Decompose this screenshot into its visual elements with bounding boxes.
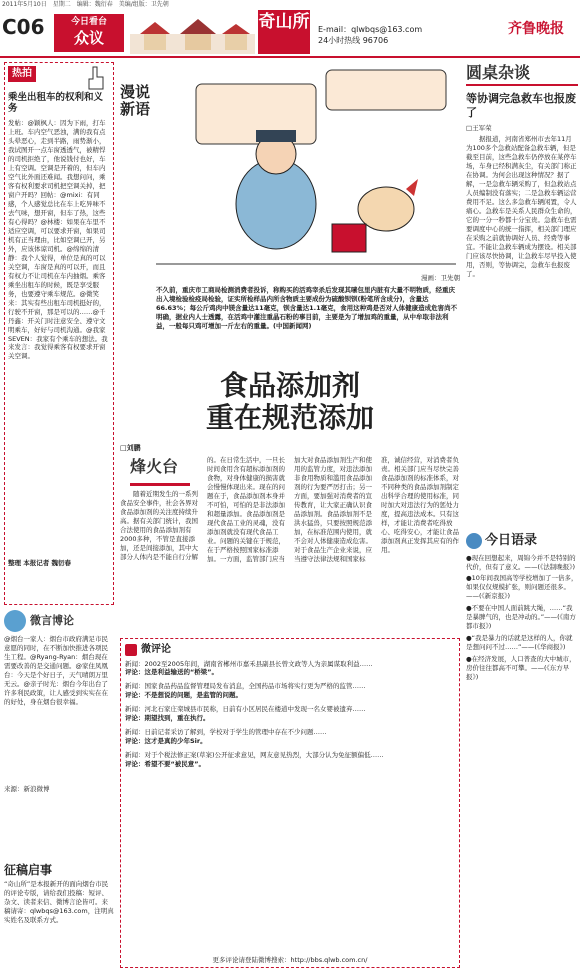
weiping-item bbox=[125, 682, 455, 700]
hand-icon bbox=[85, 65, 107, 91]
weiping-text: 新闻：日前记者采访了解到，学校对于学生的管理中存在不少问题…… bbox=[125, 728, 327, 737]
quote-item: ●在经济发展，人口普查的大中城市，房价往往都高不可攀。——(《东方早报》) bbox=[466, 655, 576, 682]
phone: 24小时热线 96706 bbox=[318, 36, 389, 45]
headline-line2: 重在规范添加 bbox=[205, 401, 374, 435]
weiping-title-text: 微评论 bbox=[141, 644, 171, 655]
quote-item: ●不要在中国人面前跳大绳，……“我是暴脾气的，也是冲动的。”——(《南方都市报》) bbox=[466, 604, 576, 631]
weiping-footer: 更多评论请登陆微博搜索：http://bbs.qlwb.com.cn/ bbox=[212, 956, 368, 965]
weiping-text: 新闻：河北石家庄栾城县市民称，日前有小区居民在楼道中发现一名女婴被遗弃…… bbox=[125, 705, 366, 714]
right-column bbox=[466, 62, 578, 970]
zhenggao-body: “奇山所”是本报新开的面向烟台市民的评论专版，请给我们投稿：短评、杂文、读者来信、微博言论皆可。来稿请寄：qlwbqs@163.com，注明真实姓名及联系方式。 bbox=[4, 880, 114, 925]
today-title-text: 今日语录 bbox=[485, 533, 538, 548]
weiping-box bbox=[120, 638, 460, 968]
headline-line1: 食品添加剂 bbox=[219, 369, 360, 402]
headline bbox=[120, 370, 460, 434]
cartoon-panel bbox=[120, 62, 460, 362]
weiping-item bbox=[125, 705, 455, 723]
logo: 奇山所 bbox=[258, 10, 310, 54]
cartoon-text: 不久前，重庆市工商局检测消费者投诉，称购买的活鸡宰杀后发现其嗉包里内脏有大量不明物质，经重庆出入境检验检疫局检验，证实所检样品内所含物质主要成份为硫酸钡钡(粉笔所含成分)，含量达66.63%；每公斤鸡肉中镁含量达11毫克，钡含量达1.1毫克，食用这种鸡是否对人体健康造成危害尚不明确，据业内人士透露，在活鸡中灌注重晶石粉的事目前，主要是为了增加鸡的重量，从中牟取非法利益，一般每只鸡可增加一斤左右的重量。(中国新闻网) bbox=[156, 286, 458, 331]
weiping-title bbox=[125, 643, 455, 657]
article-author: □刘鹏 bbox=[120, 444, 141, 452]
today-quotes bbox=[466, 532, 578, 682]
weiping-text: 新闻：对于个税法修正案(草案)公开征求意见，网友意见热烈，大部分认为免征额偏低…… bbox=[125, 751, 384, 760]
article-body bbox=[120, 456, 460, 634]
page-number: C06 bbox=[2, 15, 45, 39]
article bbox=[120, 444, 460, 634]
weibo-section bbox=[4, 610, 114, 810]
article-body-text: 随着近期发生的一系列食品安全事件，社会各界对食品添加剂的关注度持续升高。据有关部门统计，我国合法使用的食品添加剂有2000多种，不管是直接添加，还是间接添加，其中大部分人体内是不能自行分解的。在日常生活中，一旦长时间食用含有超标添加剂的食物，对身体健康的损害就会慢慢体现出来。现在的问题在于，食品添加剂本身并不可怕，可怕的是非法添加和超量添加。食品添加剂是现代食品工业的灵魂，没有添加剂就没有现代食品工业。问题的关键在于规范，在于严格按照国家标准添加。一方面，监管部门应当加大对食品添加剂生产和使用的监管力度，对违法添加非食用物质和滥用食品添加剂的行为要严厉打击；另一方面，要加强对消费者的宣传教育，让大家正确认识食品添加剂。食品添加剂不是洪水猛兽，只要按照规范添加，在标准范围内使用，就不会对人体健康造成危害。对于食品生产企业来说，应当遵守法律法规和国家标准，诚信经营，对消费者负责。相关部门应当尽快完善食品添加剂的标准体系，对不同种类的食品添加剂制定出科学合理的使用标准，同时加大对违法行为的惩处力度，提高违法成本。只有这样，才能让消费者吃得放心、吃得安心，才能让食品添加剂真正发挥其应有的作用。 bbox=[120, 456, 459, 563]
post-note: 整理 本报记者 魏衍春 bbox=[8, 559, 72, 568]
comment-icon bbox=[125, 644, 137, 656]
header-rule bbox=[0, 56, 580, 58]
hot-title: 乘坐出租车的权利和义务 bbox=[8, 91, 104, 115]
weibo-title bbox=[4, 610, 114, 632]
cartoon-illustration bbox=[156, 64, 456, 274]
roundtable-body: 据报道，河南省郑州市去年11月为100多个急救站配备急救车辆，但是截至目前，这些急救车仍停放在某停车场，车身已经积满灰尘，有关部门称正在协调。为何会出现这种情况？据了解，一是急救车辆采购了，但急救站点人员编制没有落实；二是急救车辆运营费用不足。这么多急救车辆闲置，令人痛心。急救车是关系人民群众生命的，它的一分一秒都十分宝贵。急救车也需要调度中心的统一指挥，相关部门理应在采购之前就协调好人员、经费等事宜。不能让急救车辆成为摆设。相关部门应该尽快协调，让急救车尽早投入使用，否则，等协调完，急救车也报废了。 bbox=[466, 135, 577, 278]
header-date: 2011年5月10日 星期二 编辑：魏衍春 美编/组版：卫先朝 bbox=[2, 1, 169, 8]
weiping-label: 评论：期望找到，重在执行。 bbox=[125, 714, 210, 723]
zhenggao-section bbox=[4, 862, 114, 962]
header-decor bbox=[130, 14, 255, 54]
weibo-source: 来源：新浪微博 bbox=[4, 785, 50, 793]
weiping-text: 新闻：2002至2005年间，湖南省郴州市嘉禾县副县长曾文政等人为亲属谋取利益…… bbox=[125, 659, 373, 668]
hot-box bbox=[4, 62, 114, 605]
weibo-title-text: 微言博论 bbox=[30, 613, 74, 627]
quote-item: ●10年间我国高等学校增加了一倍多，如果仅仅规模扩张，则问题还很多。——(《新京报》) bbox=[466, 574, 578, 601]
email: E-mail：qlwbqs@163.com bbox=[318, 25, 423, 34]
cartoon-caption: 漫画：卫先朝 bbox=[421, 274, 460, 282]
weiping-label: 评论：这才是真的少年Sir。 bbox=[125, 737, 207, 746]
bird-icon bbox=[4, 610, 26, 632]
weiping-item bbox=[125, 728, 455, 746]
weibo-body: @烟台一家人：烟台市政府满足市民意愿的同时，在不断加快推进各项民生工程。@Ryang-Ryan：烟台现在需要改善的是交通问题。@家住凤凰台：今天是个好日子，天气晴朗万里无云。@亲子时光：烟台今年出台了许多利民政策，让人感受到实实在在的好处，身在烟台很幸福。 bbox=[4, 635, 108, 706]
banner-title: 众议 bbox=[73, 29, 104, 48]
left-column bbox=[4, 62, 114, 970]
column-banner bbox=[54, 14, 124, 52]
roundtable-author: □王军荣 bbox=[466, 124, 492, 133]
weiping-item bbox=[125, 751, 455, 769]
cartoon-vtitle: 漫说新语 bbox=[120, 83, 151, 118]
weiping-label: 评论：不是想说的问题，是监管的问题。 bbox=[125, 691, 242, 700]
brand-name: 齐鲁晚报 bbox=[508, 21, 564, 37]
hot-label: 热拍 bbox=[8, 66, 36, 82]
roundtable-subtitle: 等协调完急救车也报废了 bbox=[466, 91, 576, 119]
weiping-label: 评论：希望不要“被民意”。 bbox=[125, 760, 206, 769]
houses-illustration bbox=[130, 14, 255, 54]
weiping-label: 评论：这是利益输送的“桥梁”。 bbox=[125, 668, 219, 677]
today-title bbox=[466, 532, 578, 550]
banner-top: 今日看台 bbox=[70, 17, 107, 27]
weiping-item bbox=[125, 660, 455, 678]
article-stamp: 烽火台 bbox=[130, 456, 190, 486]
weiping-text: 新闻：国家食品药品监督管理局发布消息，全国药品市场将实行更为严格的监管…… bbox=[125, 682, 366, 691]
contact-info bbox=[318, 24, 458, 46]
hot-body: 发帖：@颖枫人：因为下雨，打车上班。车内空气恶浊，满的我有点头晕恶心，走到半路，雨势渐小，我试图开一点车窗透透气，被精悍的司机拒绝了，他说钱付也好，车上有空调。空调是开着的，但车内空气比外面还难闻。我想问问，乘客有权利要求司机把空调关掉，把窗户开吗？回帖：@mixi：有同感，个人感觉总比在车上吃异味不去气味，想开窗，但车了热，这些有心得吗？@林楼：如果在车里不适应空调，可以要求开窗，如果司机有正当理由，比如空调已开，另外，应该体谅司机。@绵绵的清静：我个人觉得，单位是真的可以关空调，车窗是真的可以开，而且有权力不让司机在车内抽烟。乘客乘坐出租车的时候，既是享受服务，也要遵守乘车规范。@微笑来：其实有些出租车司机挺好的，行驶不开窗，那是可以的……@千丹鑫：开关门时注意安全、遵守文明乘车，好好与司机沟通。@我家SEVEN：我家有个乘车的想法。我来发言：我觉得乘客有权要求开窗关空调。 bbox=[8, 119, 108, 361]
zhenggao-title: 征稿启事 bbox=[4, 863, 53, 877]
quote-item: ●现在回想起来，周锦今并不是特别的代价，但有了意义。——(《法制晚报》) bbox=[466, 553, 576, 571]
weiping-list bbox=[125, 660, 455, 770]
quote-item: ●“我是暴力的话就是这样的人，你就是想问问不过……”——(《华商报》) bbox=[466, 634, 573, 652]
globe-icon bbox=[466, 533, 482, 549]
roundtable-title: 圆桌杂谈 bbox=[466, 62, 578, 86]
